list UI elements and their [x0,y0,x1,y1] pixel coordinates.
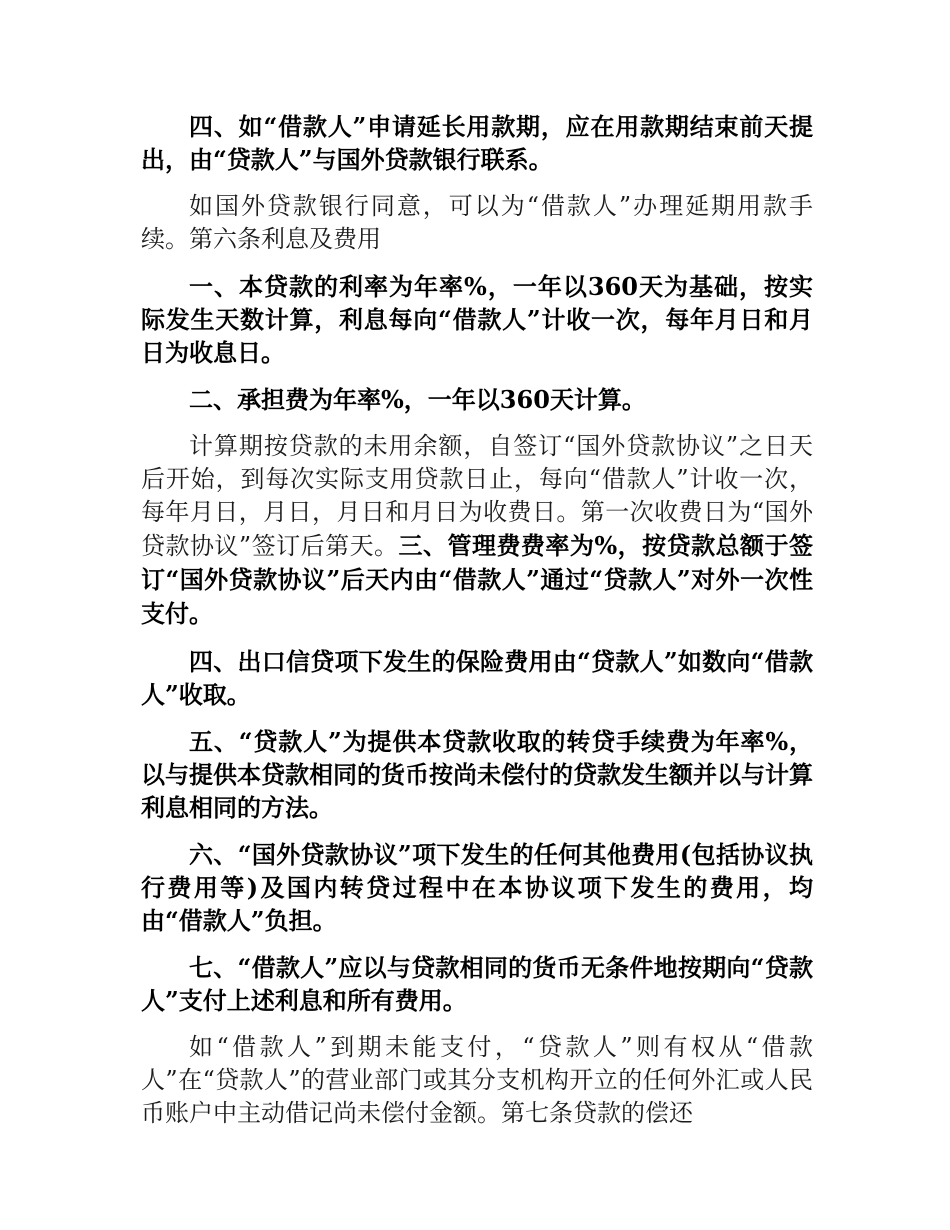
paragraph-5 [141,430,813,631]
paragraph-7: 五、“贷款人”为提供本贷款收取的转贷手续费为年率%，以与提供本贷款相同的货币按尚未偿付的贷款发生额并以与计算利息相同的方法。 [141,727,813,822]
document-body [141,110,813,1144]
paragraph-2: 如国外贷款银行同意，可以为“借款人”办理延期用款手续。第六条利息及费用 [141,192,813,253]
paragraph-5-bold-text: 三、管理费费率为%，按贷款总额于签订“国外贷款协议”后天内由“借款人”通过“贷款人”对外一次性支付。 [141,531,813,628]
paragraph-8: 六、“国外贷款协议”项下发生的任何其他费用(包括协议执行费用等)及国内转贷过程中在本协议项下发生的费用，均由“借款人”负担。 [141,840,813,935]
paragraph-3: 一、本贷款的利率为年率%，一年以360天为基础，按实际发生天数计算，利息每向“借款人”计收一次，每年月日和月日为收息日。 [141,272,813,367]
paragraph-9: 七、“借款人”应以与贷款相同的货币无条件地按期向“贷款人”支付上述利息和所有费用。 [141,953,813,1015]
paragraph-1: 四、如“借款人”申请延长用款期，应在用款期结束前天提出，由“贷款人”与国外贷款银行联系。 [141,112,813,174]
paragraph-6: 四、出口信贷项下发生的保险费用由“贷款人”如数向“借款人”收取。 [141,647,813,709]
paragraph-4: 二、承担费为年率%，一年以360天计算。 [189,385,646,414]
paragraph-10: 如“借款人”到期未能支付，“贷款人”则有权从“借款人”在“贷款人”的营业部门或其分支机构开立的任何外汇或人民币账户中主动借记尚未偿付金额。第七条贷款的偿还 [141,1033,813,1127]
paragraph-5-regular-text: 计算期按贷款的未用余额，自签订“国外贷款协议”之日天后开始，到每次实际支用贷款日止，每向“借款人”计收一次，每年月日，月日，月日和月日为收费日。第一次收费日为“国外贷款协议”签订后第天。 [141,432,813,560]
